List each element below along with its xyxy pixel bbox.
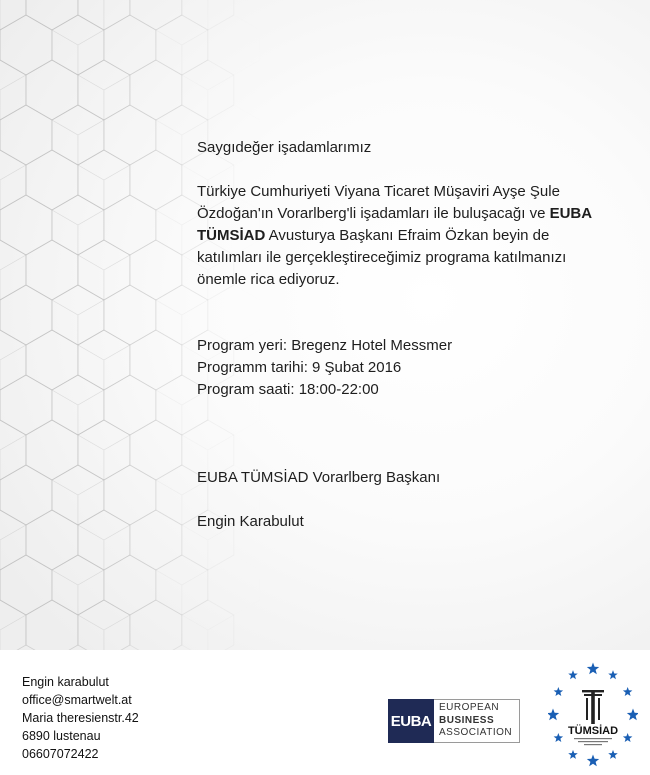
tumsiad-emblem-icon <box>582 690 604 724</box>
star-icon <box>608 750 618 759</box>
organization-title: EUBA TÜMSİAD Vorarlberg Başkanı <box>197 469 441 486</box>
star-icon <box>568 670 578 679</box>
tumsiad-logo-name: TÜMSİAD <box>567 725 619 737</box>
euba-logo-line3: ASSOCIATION <box>439 727 513 738</box>
euba-logo-line2: BUSINESS <box>439 714 495 726</box>
salutation: Saygıdeğer işadamlarımız <box>197 139 372 156</box>
paragraph-text-2: Avusturya Başkanı Efraim Özkan beyin de katılımları ile gerçekleştireceğimiz programa katılmanızı önemle rica ediyoruz. <box>197 227 567 288</box>
tumsiad-logo <box>548 660 638 770</box>
star-icon <box>568 750 578 759</box>
star-icon <box>554 687 564 696</box>
star-icon <box>587 663 599 675</box>
euba-logo-mark: EUBA <box>388 699 434 743</box>
program-place: Program yeri: Bregenz Hotel Messmer <box>197 337 453 354</box>
program-date: Programm tarihi: 9 Şubat 2016 <box>197 359 402 376</box>
paragraph-text-1: Türkiye Cumhuriyeti Viyana Ticaret Müşaviri Ayşe Şule Özdoğan'ın Vorarlberg'li işadamları ile buluşacağı ve <box>197 183 560 222</box>
euba-logo-line1: EUROPEAN <box>439 702 500 713</box>
star-icon <box>627 709 638 721</box>
star-icon <box>554 733 564 742</box>
star-icon <box>623 687 633 696</box>
program-details <box>197 335 617 401</box>
star-icon <box>587 755 599 767</box>
program-time: Program saati: 18:00-22:00 <box>197 381 379 398</box>
letter-body <box>197 137 617 533</box>
contact-email[interactable]: office@smartwelt.at <box>22 693 132 707</box>
contact-block <box>22 673 139 763</box>
contact-city: 6890 lustenau <box>22 729 101 743</box>
star-icon <box>623 733 633 742</box>
euba-logo <box>388 699 520 743</box>
star-icon <box>608 670 618 679</box>
signatory-name: Engin Karabulut <box>197 513 304 530</box>
contact-name: Engin karabulut <box>22 675 109 689</box>
euba-logo-text <box>434 699 520 743</box>
contact-phone: 06607072422 <box>22 747 99 761</box>
contact-street: Maria theresienstr.42 <box>22 711 139 725</box>
paragraph-bold-org: EUBA TÜMSİAD <box>197 205 592 244</box>
star-icon <box>548 709 559 721</box>
invitation-paragraph <box>197 181 617 291</box>
